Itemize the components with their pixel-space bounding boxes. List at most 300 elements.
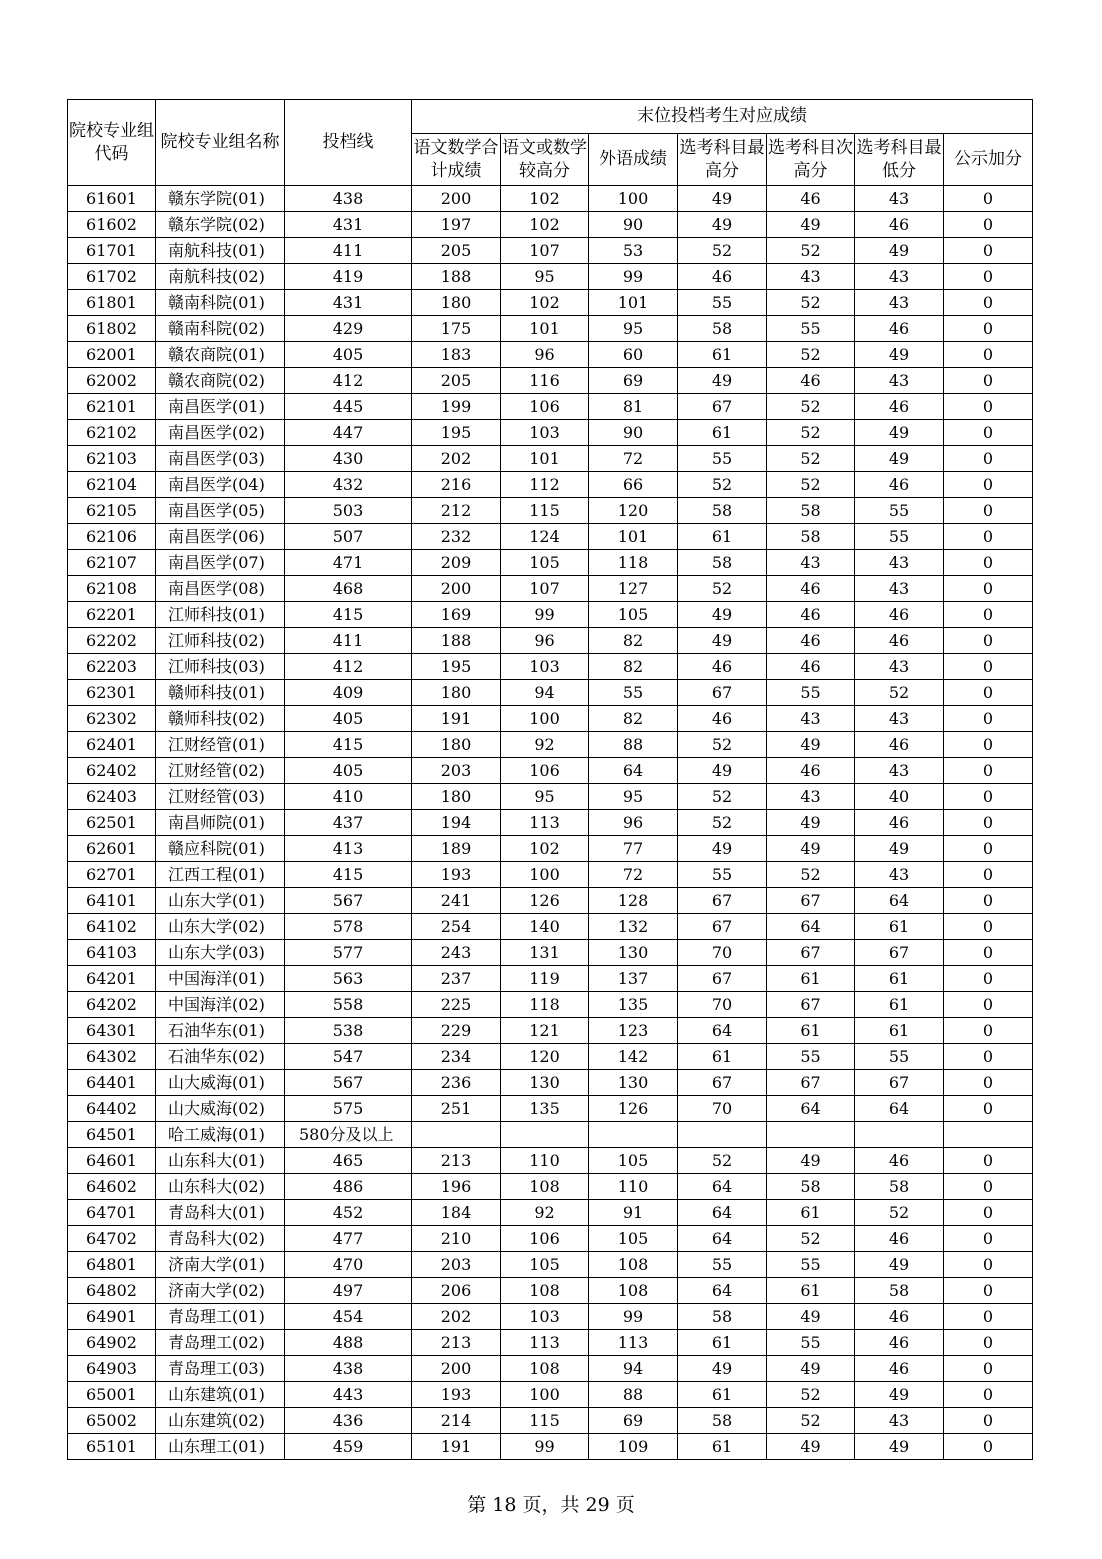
table-cell: 108 <box>501 1278 589 1304</box>
table-cell: 0 <box>944 472 1033 498</box>
table-row <box>68 1174 1033 1200</box>
table-row <box>68 1070 1033 1096</box>
table-cell: 江财经管(02) <box>156 758 285 784</box>
table-cell: 64202 <box>68 992 156 1018</box>
table-cell: 山东建筑(01) <box>156 1382 285 1408</box>
header-sub: 公示加分 <box>944 134 1033 186</box>
table-cell: 49 <box>678 836 767 862</box>
header-group: 末位投档考生对应成绩 <box>412 100 1033 134</box>
table-cell: 58 <box>767 498 855 524</box>
table-cell: 64 <box>855 1096 944 1122</box>
table-cell: 470 <box>285 1252 412 1278</box>
table-cell: 49 <box>678 602 767 628</box>
table-cell: 95 <box>589 784 678 810</box>
table-cell: 88 <box>589 1382 678 1408</box>
table-cell: 58 <box>678 1304 767 1330</box>
table-cell: 193 <box>412 1382 501 1408</box>
table-cell: 0 <box>944 498 1033 524</box>
table-cell: 46 <box>678 264 767 290</box>
table-cell: 254 <box>412 914 501 940</box>
table-cell: 46 <box>767 576 855 602</box>
table-cell: 40 <box>855 784 944 810</box>
table-cell <box>767 1122 855 1148</box>
table-cell: 135 <box>501 1096 589 1122</box>
table-cell: 106 <box>501 1226 589 1252</box>
table-cell: 55 <box>767 1330 855 1356</box>
table-cell: 55 <box>855 524 944 550</box>
table-cell: 213 <box>412 1330 501 1356</box>
table-cell: 100 <box>501 862 589 888</box>
table-cell: 52 <box>678 810 767 836</box>
table-cell: 61 <box>767 1200 855 1226</box>
table-cell: 0 <box>944 446 1033 472</box>
table-cell: 46 <box>855 1226 944 1252</box>
table-cell: 64601 <box>68 1148 156 1174</box>
table-cell: 118 <box>501 992 589 1018</box>
table-cell: 山东建筑(02) <box>156 1408 285 1434</box>
table-cell: 115 <box>501 498 589 524</box>
table-row <box>68 1122 1033 1148</box>
table-cell: 229 <box>412 1018 501 1044</box>
table-cell: 46 <box>767 186 855 212</box>
table-cell: 53 <box>589 238 678 264</box>
table-cell: 64 <box>678 1018 767 1044</box>
table-cell: 471 <box>285 550 412 576</box>
table-cell: 64701 <box>68 1200 156 1226</box>
table-cell: 90 <box>589 420 678 446</box>
table-cell: 0 <box>944 212 1033 238</box>
table-cell: 49 <box>678 212 767 238</box>
table-cell: 52 <box>678 784 767 810</box>
table-cell: 南昌医学(07) <box>156 550 285 576</box>
table-cell: 180 <box>412 290 501 316</box>
table-cell: 92 <box>501 1200 589 1226</box>
table-cell: 107 <box>501 576 589 602</box>
table-cell <box>412 1122 501 1148</box>
table-cell: 43 <box>767 550 855 576</box>
table-cell: 91 <box>589 1200 678 1226</box>
table-cell: 113 <box>501 1330 589 1356</box>
table-cell: 55 <box>767 680 855 706</box>
table-cell: 106 <box>501 758 589 784</box>
table-row <box>68 342 1033 368</box>
table-cell: 69 <box>589 1408 678 1434</box>
table-cell: 64101 <box>68 888 156 914</box>
table-cell: 64 <box>678 1226 767 1252</box>
table-row <box>68 368 1033 394</box>
table-cell: 49 <box>767 836 855 862</box>
table-cell: 184 <box>412 1200 501 1226</box>
table-cell: 443 <box>285 1382 412 1408</box>
table-cell: 55 <box>678 446 767 472</box>
table-cell: 195 <box>412 654 501 680</box>
table-cell: 429 <box>285 316 412 342</box>
table-cell: 61702 <box>68 264 156 290</box>
table-cell: 石油华东(01) <box>156 1018 285 1044</box>
table-cell: 55 <box>767 1044 855 1070</box>
table-cell: 241 <box>412 888 501 914</box>
table-cell: 197 <box>412 212 501 238</box>
table-cell: 64901 <box>68 1304 156 1330</box>
table-cell: 46 <box>855 1148 944 1174</box>
table-cell: 0 <box>944 784 1033 810</box>
table-cell: 64 <box>678 1278 767 1304</box>
table-cell: 46 <box>855 212 944 238</box>
table-cell: 237 <box>412 966 501 992</box>
table-cell: 64402 <box>68 1096 156 1122</box>
table-cell: 0 <box>944 758 1033 784</box>
table-cell: 0 <box>944 1278 1033 1304</box>
table-row <box>68 966 1033 992</box>
table-cell: 216 <box>412 472 501 498</box>
header-name: 院校专业组名称 <box>156 100 285 186</box>
table-cell: 49 <box>767 1304 855 1330</box>
table-cell: 0 <box>944 732 1033 758</box>
table-cell: 青岛科大(02) <box>156 1226 285 1252</box>
table-cell: 64301 <box>68 1018 156 1044</box>
table-cell: 46 <box>767 758 855 784</box>
table-cell: 438 <box>285 186 412 212</box>
table-cell: 101 <box>501 316 589 342</box>
table-cell: 575 <box>285 1096 412 1122</box>
table-cell: 65002 <box>68 1408 156 1434</box>
table-cell: 465 <box>285 1148 412 1174</box>
table-cell: 191 <box>412 1434 501 1460</box>
table-cell: 64302 <box>68 1044 156 1070</box>
table-cell: 103 <box>501 654 589 680</box>
table-cell: 江师科技(02) <box>156 628 285 654</box>
table-cell: 58 <box>678 498 767 524</box>
table-cell: 96 <box>589 810 678 836</box>
table-cell: 503 <box>285 498 412 524</box>
table-cell: 128 <box>589 888 678 914</box>
table-cell: 58 <box>678 1408 767 1434</box>
table-row <box>68 758 1033 784</box>
table-cell: 120 <box>589 498 678 524</box>
table-cell: 46 <box>767 628 855 654</box>
table-cell: 49 <box>855 446 944 472</box>
table-cell: 72 <box>589 862 678 888</box>
table-cell: 0 <box>944 940 1033 966</box>
table-cell: 61 <box>767 966 855 992</box>
table-row <box>68 498 1033 524</box>
table-cell: 58 <box>855 1278 944 1304</box>
table-cell: 49 <box>767 732 855 758</box>
table-cell: 山大威海(01) <box>156 1070 285 1096</box>
table-row <box>68 914 1033 940</box>
table-cell: 49 <box>855 420 944 446</box>
table-cell: 0 <box>944 576 1033 602</box>
table-cell: 青岛科大(01) <box>156 1200 285 1226</box>
table-cell: 0 <box>944 368 1033 394</box>
table-cell: 436 <box>285 1408 412 1434</box>
table-cell: 82 <box>589 706 678 732</box>
table-cell: 67 <box>855 940 944 966</box>
table-cell: 52 <box>678 732 767 758</box>
table-cell: 405 <box>285 758 412 784</box>
table-cell: 193 <box>412 862 501 888</box>
table-cell: 46 <box>855 810 944 836</box>
table-cell: 南昌医学(03) <box>156 446 285 472</box>
table-row <box>68 1200 1033 1226</box>
table-cell: 103 <box>501 1304 589 1330</box>
table-cell: 62302 <box>68 706 156 732</box>
table-cell: 62103 <box>68 446 156 472</box>
table-cell: 62002 <box>68 368 156 394</box>
table-cell: 103 <box>501 420 589 446</box>
table-cell: 南昌医学(02) <box>156 420 285 446</box>
table-cell: 196 <box>412 1174 501 1200</box>
table-cell: 43 <box>855 654 944 680</box>
table-row <box>68 394 1033 420</box>
header-sub: 选考科目次高分 <box>767 134 855 186</box>
table-cell: 山东大学(02) <box>156 914 285 940</box>
table-cell: 0 <box>944 862 1033 888</box>
table-row <box>68 550 1033 576</box>
table-cell: 188 <box>412 264 501 290</box>
table-cell: 95 <box>589 316 678 342</box>
table-cell: 0 <box>944 264 1033 290</box>
table-cell: 116 <box>501 368 589 394</box>
table-cell: 0 <box>944 1304 1033 1330</box>
table-cell: 中国海洋(02) <box>156 992 285 1018</box>
table-cell: 南航科技(01) <box>156 238 285 264</box>
table-cell: 191 <box>412 706 501 732</box>
table-cell: 62601 <box>68 836 156 862</box>
table-cell: 中国海洋(01) <box>156 966 285 992</box>
table-cell: 64501 <box>68 1122 156 1148</box>
table-cell: 52 <box>767 1226 855 1252</box>
table-cell: 126 <box>589 1096 678 1122</box>
table-cell: 58 <box>678 316 767 342</box>
table-cell: 70 <box>678 940 767 966</box>
table-cell: 43 <box>767 784 855 810</box>
table-cell: 43 <box>855 290 944 316</box>
table-cell: 142 <box>589 1044 678 1070</box>
table-cell: 77 <box>589 836 678 862</box>
table-cell: 61 <box>767 1018 855 1044</box>
table-cell: 0 <box>944 966 1033 992</box>
table-cell: 58 <box>767 1174 855 1200</box>
table-cell: 108 <box>589 1278 678 1304</box>
table-cell: 55 <box>678 862 767 888</box>
table-cell: 547 <box>285 1044 412 1070</box>
table-cell: 445 <box>285 394 412 420</box>
table-cell: 61 <box>678 1330 767 1356</box>
table-cell: 183 <box>412 342 501 368</box>
table-cell: 130 <box>589 940 678 966</box>
table-cell: 52 <box>767 446 855 472</box>
table-cell: 43 <box>767 264 855 290</box>
table-row <box>68 576 1033 602</box>
table-cell: 52 <box>855 1200 944 1226</box>
table-row <box>68 888 1033 914</box>
table-cell: 99 <box>589 264 678 290</box>
table-cell: 山东大学(01) <box>156 888 285 914</box>
table-cell: 青岛理工(02) <box>156 1330 285 1356</box>
table-cell: 0 <box>944 1356 1033 1382</box>
table-cell: 459 <box>285 1434 412 1460</box>
table-cell: 188 <box>412 628 501 654</box>
table-cell: 0 <box>944 1070 1033 1096</box>
table-cell: 64 <box>855 888 944 914</box>
table-cell: 92 <box>501 732 589 758</box>
table-cell: 65101 <box>68 1434 156 1460</box>
table-row <box>68 1278 1033 1304</box>
table-cell: 石油华东(02) <box>156 1044 285 1070</box>
table-cell <box>501 1122 589 1148</box>
table-cell: 140 <box>501 914 589 940</box>
table-cell: 55 <box>767 316 855 342</box>
header-score: 投档线 <box>285 100 412 186</box>
table-cell: 64801 <box>68 1252 156 1278</box>
table-cell: 409 <box>285 680 412 706</box>
table-cell: 195 <box>412 420 501 446</box>
table-cell: 100 <box>501 1382 589 1408</box>
table-cell: 济南大学(01) <box>156 1252 285 1278</box>
table-cell: 112 <box>501 472 589 498</box>
table-cell: 0 <box>944 1200 1033 1226</box>
table-cell: 202 <box>412 446 501 472</box>
table-cell: 43 <box>767 706 855 732</box>
table-cell: 55 <box>678 290 767 316</box>
table-cell: 405 <box>285 706 412 732</box>
table-cell: 234 <box>412 1044 501 1070</box>
table-row <box>68 524 1033 550</box>
table-cell: 507 <box>285 524 412 550</box>
table-row <box>68 654 1033 680</box>
table-cell: 55 <box>855 498 944 524</box>
table-cell: 99 <box>589 1304 678 1330</box>
table-cell: 江西工程(01) <box>156 862 285 888</box>
table-cell: 61 <box>678 1382 767 1408</box>
table-cell: 61 <box>678 342 767 368</box>
table-row <box>68 1226 1033 1252</box>
table-cell: 0 <box>944 888 1033 914</box>
table-cell: 43 <box>855 368 944 394</box>
table-row <box>68 862 1033 888</box>
table-cell: 0 <box>944 186 1033 212</box>
table-row <box>68 602 1033 628</box>
table-cell: 69 <box>589 368 678 394</box>
table-cell: 0 <box>944 1148 1033 1174</box>
table-cell: 102 <box>501 290 589 316</box>
table-cell: 52 <box>767 238 855 264</box>
table-cell: 538 <box>285 1018 412 1044</box>
table-cell: 62201 <box>68 602 156 628</box>
table-row <box>68 810 1033 836</box>
table-cell: 113 <box>589 1330 678 1356</box>
table-cell: 青岛理工(03) <box>156 1356 285 1382</box>
header-sub: 选考科目最高分 <box>678 134 767 186</box>
table-cell: 135 <box>589 992 678 1018</box>
table-cell: 46 <box>855 1304 944 1330</box>
table-cell: 49 <box>678 368 767 394</box>
table-cell: 61 <box>855 966 944 992</box>
table-cell: 0 <box>944 1044 1033 1070</box>
table-cell <box>589 1122 678 1148</box>
table-cell: 61 <box>767 1278 855 1304</box>
table-cell: 61701 <box>68 238 156 264</box>
table-cell: 67 <box>678 914 767 940</box>
table-cell: 64602 <box>68 1174 156 1200</box>
table-cell: 210 <box>412 1226 501 1252</box>
table-cell: 0 <box>944 1096 1033 1122</box>
table-cell: 251 <box>412 1096 501 1122</box>
table-cell: 62501 <box>68 810 156 836</box>
table-cell: 山东理工(01) <box>156 1434 285 1460</box>
table-cell: 49 <box>767 810 855 836</box>
table-cell: 61 <box>855 992 944 1018</box>
table-cell: 山东大学(03) <box>156 940 285 966</box>
table-cell: 62107 <box>68 550 156 576</box>
table-row <box>68 472 1033 498</box>
table-cell: 200 <box>412 576 501 602</box>
table-cell: 南航科技(02) <box>156 264 285 290</box>
table-cell: 江师科技(03) <box>156 654 285 680</box>
table-row <box>68 420 1033 446</box>
table-cell: 105 <box>501 550 589 576</box>
table-cell: 64702 <box>68 1226 156 1252</box>
table-cell: 109 <box>589 1434 678 1460</box>
table-cell: 赣南科院(02) <box>156 316 285 342</box>
table-cell: 82 <box>589 628 678 654</box>
table-cell: 0 <box>944 992 1033 1018</box>
table-cell: 64 <box>589 758 678 784</box>
table-cell: 0 <box>944 654 1033 680</box>
table-cell: 62001 <box>68 342 156 368</box>
table-row <box>68 1304 1033 1330</box>
table-cell: 43 <box>855 576 944 602</box>
table-row <box>68 732 1033 758</box>
table-cell: 577 <box>285 940 412 966</box>
table-cell: 131 <box>501 940 589 966</box>
table-cell: 232 <box>412 524 501 550</box>
table-cell: 67 <box>767 1070 855 1096</box>
table-cell: 46 <box>767 654 855 680</box>
table-cell: 415 <box>285 602 412 628</box>
table-cell: 94 <box>501 680 589 706</box>
table-cell: 62106 <box>68 524 156 550</box>
table-cell: 236 <box>412 1070 501 1096</box>
table-cell: 64401 <box>68 1070 156 1096</box>
table-cell: 0 <box>944 1252 1033 1278</box>
table-cell: 赣应科院(01) <box>156 836 285 862</box>
table-row <box>68 1018 1033 1044</box>
table-cell: 175 <box>412 316 501 342</box>
table-cell: 101 <box>589 524 678 550</box>
table-cell: 119 <box>501 966 589 992</box>
table-cell: 447 <box>285 420 412 446</box>
table-cell: 206 <box>412 1278 501 1304</box>
table-cell: 49 <box>767 1434 855 1460</box>
table-cell: 49 <box>767 1148 855 1174</box>
table-cell: 130 <box>589 1070 678 1096</box>
table-cell: 南昌医学(04) <box>156 472 285 498</box>
table-cell: 67 <box>678 966 767 992</box>
table-cell: 64 <box>678 1200 767 1226</box>
table-cell: 46 <box>855 316 944 342</box>
header-sub: 语文或数学较高分 <box>501 134 589 186</box>
table-cell: 67 <box>767 992 855 1018</box>
table-row <box>68 290 1033 316</box>
table-cell: 70 <box>678 1096 767 1122</box>
table-row <box>68 628 1033 654</box>
table-cell: 105 <box>501 1252 589 1278</box>
table-cell: 180 <box>412 680 501 706</box>
table-cell: 58 <box>767 524 855 550</box>
table-cell: 济南大学(02) <box>156 1278 285 1304</box>
